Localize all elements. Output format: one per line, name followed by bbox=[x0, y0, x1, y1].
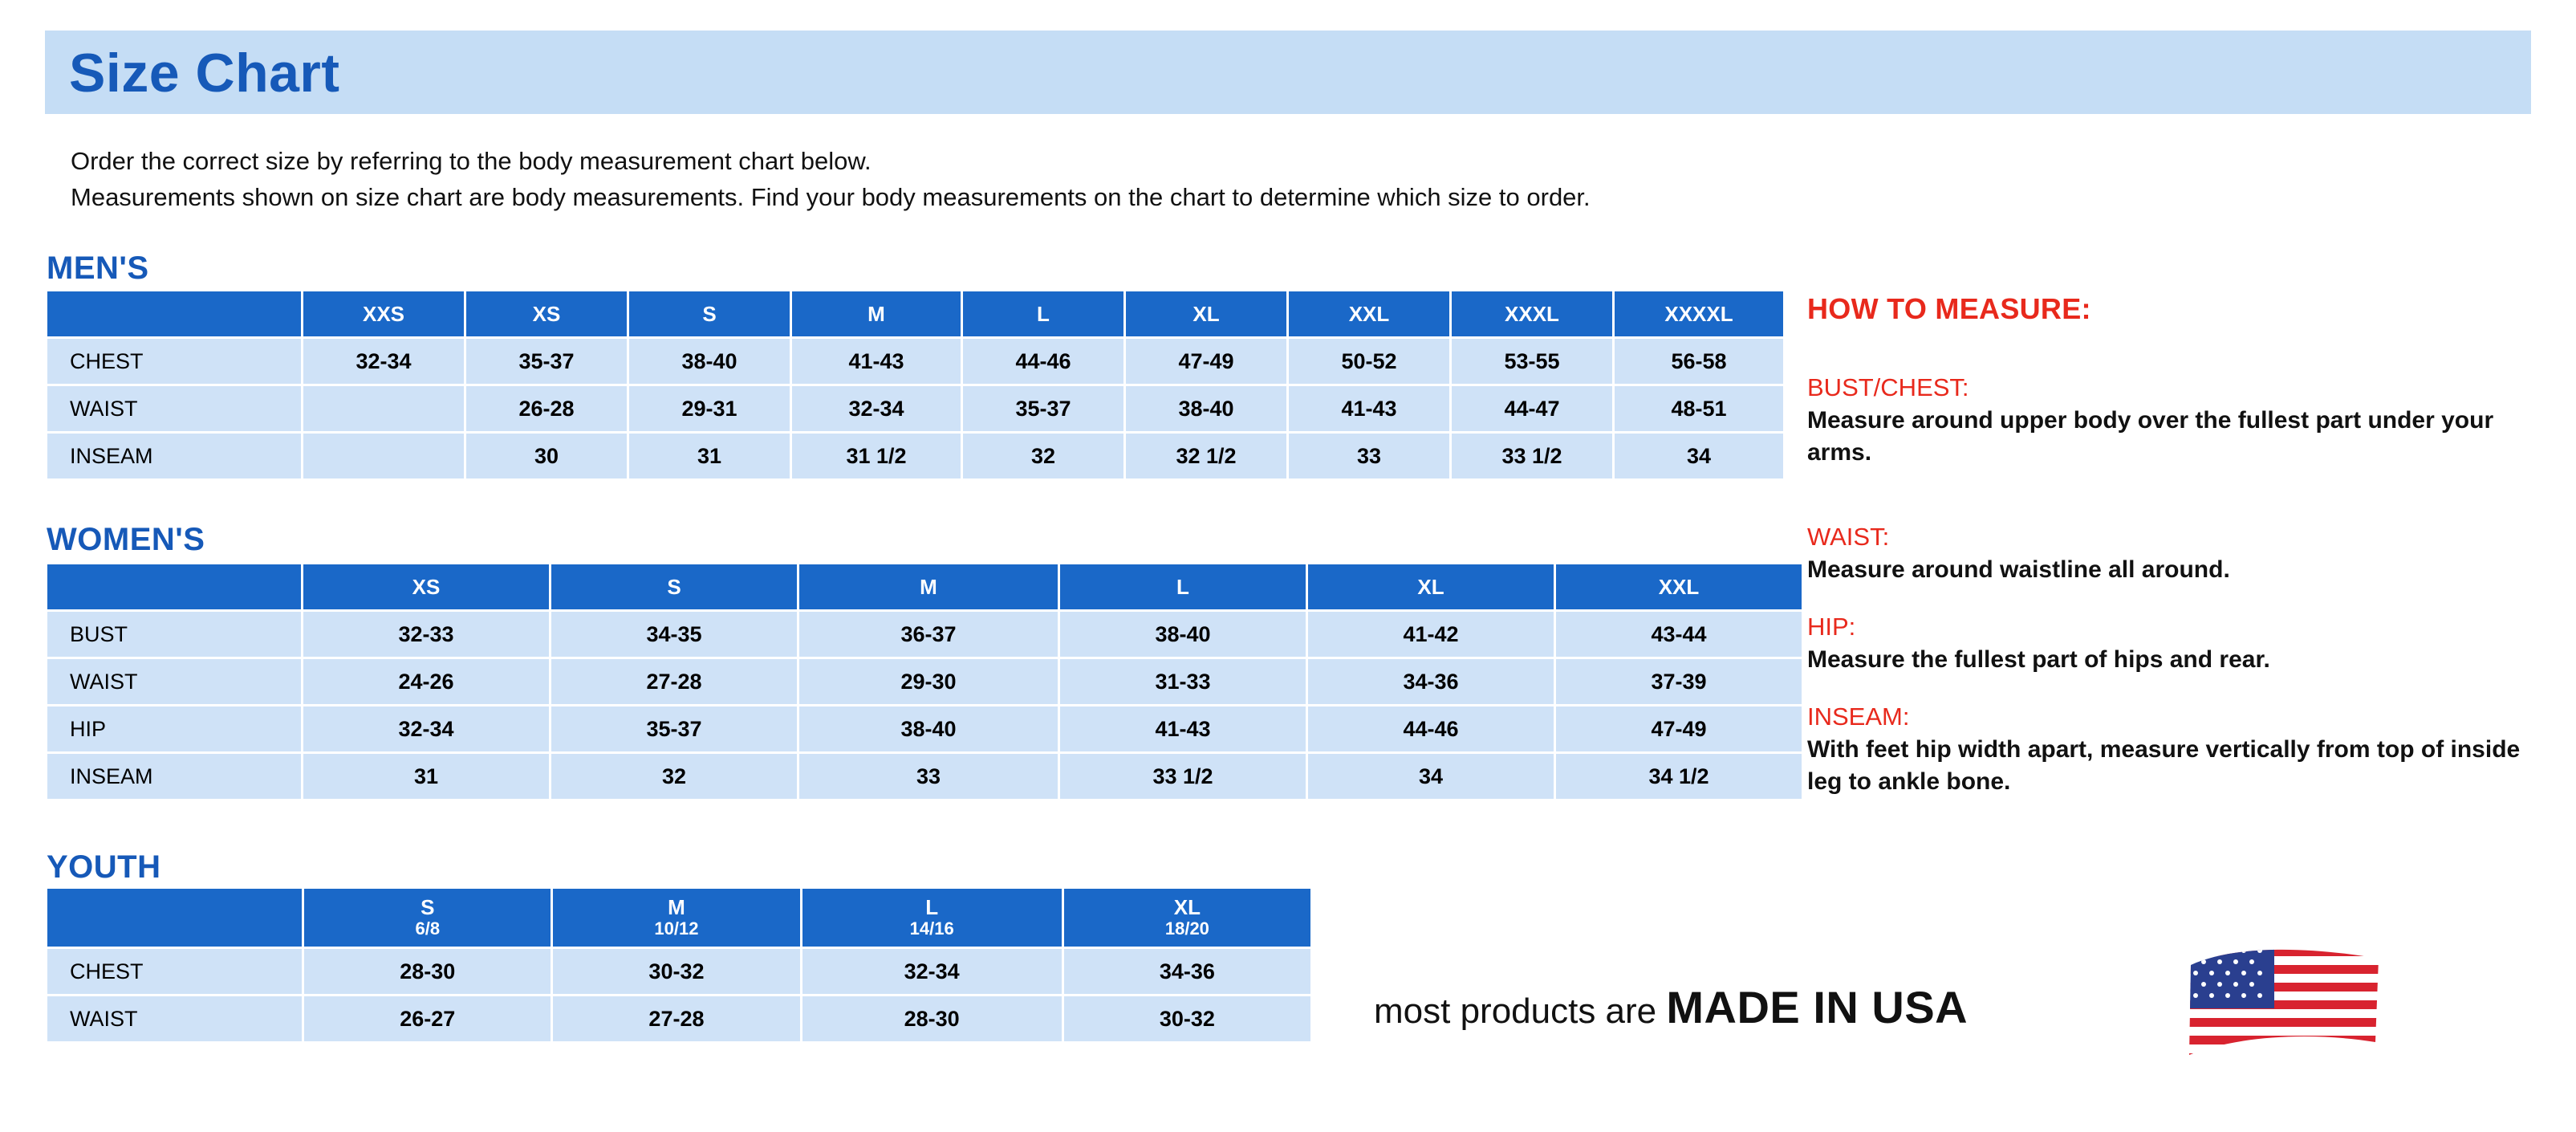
section-heading-mens: MEN'S bbox=[47, 250, 149, 286]
column-header-sub: 18/20 bbox=[1164, 918, 1209, 939]
cell-value: 30-32 bbox=[553, 949, 799, 994]
column-header-main: S bbox=[421, 895, 435, 919]
row-label: CHEST bbox=[47, 339, 301, 384]
cell-value: 34-36 bbox=[1308, 659, 1554, 704]
column-header: S bbox=[629, 291, 790, 336]
row-label: WAIST bbox=[47, 659, 301, 704]
cell-value: 31 bbox=[629, 434, 790, 478]
cell-value: 35-37 bbox=[963, 386, 1123, 431]
table-row bbox=[47, 754, 1802, 799]
cell-value: 31 1/2 bbox=[792, 434, 961, 478]
section-heading-youth: YOUTH bbox=[47, 849, 161, 885]
cell-value: 53-55 bbox=[1452, 339, 1612, 384]
column-header: XXL bbox=[1289, 291, 1449, 336]
column-header: XXS bbox=[303, 291, 464, 336]
cell-value: 32 bbox=[963, 434, 1123, 478]
measure-item-waist bbox=[1807, 520, 2529, 586]
column-header: M bbox=[799, 564, 1058, 609]
cell-value: 41-43 bbox=[792, 339, 961, 384]
cell-value: 33 1/2 bbox=[1452, 434, 1612, 478]
table-row bbox=[47, 434, 1783, 478]
cell-value bbox=[303, 386, 464, 431]
column-header: XS bbox=[466, 291, 627, 336]
cell-value: 34 bbox=[1308, 754, 1554, 799]
table-header-row bbox=[47, 291, 1783, 336]
cell-value: 26-27 bbox=[304, 996, 551, 1041]
column-header bbox=[47, 564, 301, 609]
column-header bbox=[47, 291, 301, 336]
cell-value: 33 bbox=[799, 754, 1058, 799]
cell-value: 34-35 bbox=[551, 612, 797, 657]
column-header: L bbox=[963, 291, 1123, 336]
cell-value: 28-30 bbox=[304, 949, 551, 994]
table-row bbox=[47, 339, 1783, 384]
column-header: XS bbox=[303, 564, 549, 609]
table-row bbox=[47, 386, 1783, 431]
measure-text: Measure around upper body over the fullest part under your arms. bbox=[1807, 407, 2494, 466]
cell-value: 27-28 bbox=[553, 996, 799, 1041]
cell-value: 30 bbox=[466, 434, 627, 478]
cell-value bbox=[303, 434, 464, 478]
measure-text: Measure around waistline all around. bbox=[1807, 556, 2230, 583]
cell-value: 38-40 bbox=[629, 339, 790, 384]
measure-text: With feet hip width apart, measure vertically from top of inside leg to ankle bone. bbox=[1807, 736, 2521, 795]
cell-value: 32-34 bbox=[303, 339, 464, 384]
cell-value: 48-51 bbox=[1615, 386, 1783, 431]
table-row bbox=[47, 996, 1310, 1041]
cell-value: 29-30 bbox=[799, 659, 1058, 704]
cell-value: 34 bbox=[1615, 434, 1783, 478]
cell-value: 35-37 bbox=[466, 339, 627, 384]
cell-value: 31 bbox=[303, 754, 549, 799]
cell-value: 47-49 bbox=[1556, 706, 1802, 751]
measure-text: Measure the fullest part of hips and rear. bbox=[1807, 646, 2270, 673]
cell-value: 24-26 bbox=[303, 659, 549, 704]
cell-value: 32 1/2 bbox=[1126, 434, 1286, 478]
column-header-sub: 10/12 bbox=[654, 918, 699, 939]
row-label: CHEST bbox=[47, 949, 302, 994]
cell-value: 38-40 bbox=[1126, 386, 1286, 431]
column-header: XXL bbox=[1556, 564, 1802, 609]
table-row bbox=[47, 706, 1802, 751]
cell-value: 35-37 bbox=[551, 706, 797, 751]
measure-label: INSEAM: bbox=[1807, 702, 1910, 731]
cell-value: 34 1/2 bbox=[1556, 754, 1802, 799]
cell-value: 38-40 bbox=[1060, 612, 1306, 657]
cell-value: 30-32 bbox=[1064, 996, 1310, 1041]
table-row bbox=[47, 612, 1802, 657]
cell-value: 27-28 bbox=[551, 659, 797, 704]
table-header-row bbox=[47, 889, 1310, 947]
intro-line-1: Order the correct size by referring to the body measurement chart below. bbox=[71, 147, 872, 175]
usa-flag-icon bbox=[2184, 941, 2385, 1069]
column-header bbox=[47, 889, 302, 947]
cell-value: 37-39 bbox=[1556, 659, 1802, 704]
cell-value: 38-40 bbox=[799, 706, 1058, 751]
cell-value: 33 1/2 bbox=[1060, 754, 1306, 799]
column-header-main: XL bbox=[1173, 895, 1201, 919]
column-header: XL bbox=[1126, 291, 1286, 336]
header-banner bbox=[45, 31, 2531, 114]
measure-label: HIP: bbox=[1807, 613, 1856, 641]
how-to-measure-title: HOW TO MEASURE: bbox=[1807, 292, 2091, 325]
cell-value: 32-34 bbox=[303, 706, 549, 751]
womens-size-table bbox=[45, 562, 1804, 801]
measure-item-hip bbox=[1807, 610, 2529, 676]
measure-label: BUST/CHEST: bbox=[1807, 373, 1969, 401]
table-header-row bbox=[47, 564, 1802, 609]
cell-value: 41-42 bbox=[1308, 612, 1554, 657]
cell-value: 32-34 bbox=[792, 386, 961, 431]
cell-value: 34-36 bbox=[1064, 949, 1310, 994]
intro-text bbox=[71, 143, 2526, 215]
column-header bbox=[802, 889, 1062, 947]
cell-value: 33 bbox=[1289, 434, 1449, 478]
measure-item-inseam bbox=[1807, 700, 2529, 798]
cell-value: 28-30 bbox=[802, 996, 1062, 1041]
column-header: M bbox=[792, 291, 961, 336]
cell-value: 43-44 bbox=[1556, 612, 1802, 657]
column-header-main: M bbox=[668, 895, 685, 919]
column-header: XXXL bbox=[1452, 291, 1612, 336]
column-header: S bbox=[551, 564, 797, 609]
row-label: WAIST bbox=[47, 996, 302, 1041]
intro-line-2: Measurements shown on size chart are body measurements. Find your body measurements on the chart to determine which size to order. bbox=[71, 183, 1591, 211]
cell-value: 26-28 bbox=[466, 386, 627, 431]
column-header bbox=[553, 889, 799, 947]
cell-value: 50-52 bbox=[1289, 339, 1449, 384]
cell-value: 36-37 bbox=[799, 612, 1058, 657]
row-label: HIP bbox=[47, 706, 301, 751]
cell-value: 56-58 bbox=[1615, 339, 1783, 384]
measure-label: WAIST: bbox=[1807, 523, 1890, 551]
mens-size-table bbox=[45, 289, 1786, 481]
cell-value: 47-49 bbox=[1126, 339, 1286, 384]
row-label: INSEAM bbox=[47, 434, 301, 478]
column-header: XXXXL bbox=[1615, 291, 1783, 336]
cell-value: 41-43 bbox=[1289, 386, 1449, 431]
cell-value: 32-33 bbox=[303, 612, 549, 657]
column-header-sub: 14/16 bbox=[909, 918, 954, 939]
table-row bbox=[47, 949, 1310, 994]
made-in-usa-emphasis: MADE IN USA bbox=[1666, 982, 1969, 1032]
made-in-usa-prefix: most products are bbox=[1374, 992, 1667, 1031]
column-header bbox=[1064, 889, 1310, 947]
cell-value: 32 bbox=[551, 754, 797, 799]
column-header bbox=[304, 889, 551, 947]
cell-value: 31-33 bbox=[1060, 659, 1306, 704]
cell-value: 44-46 bbox=[963, 339, 1123, 384]
column-header: L bbox=[1060, 564, 1306, 609]
section-heading-womens: WOMEN'S bbox=[47, 522, 205, 557]
column-header-sub: 6/8 bbox=[415, 918, 441, 939]
made-in-usa-line bbox=[1374, 981, 1968, 1033]
measure-item-bust-chest bbox=[1807, 371, 2529, 469]
cell-value: 44-46 bbox=[1308, 706, 1554, 751]
cell-value: 44-47 bbox=[1452, 386, 1612, 431]
table-row bbox=[47, 659, 1802, 704]
youth-size-table bbox=[45, 886, 1313, 1044]
row-label: INSEAM bbox=[47, 754, 301, 799]
column-header: XL bbox=[1308, 564, 1554, 609]
page-title: Size Chart bbox=[69, 43, 340, 104]
cell-value: 32-34 bbox=[802, 949, 1062, 994]
row-label: BUST bbox=[47, 612, 301, 657]
row-label: WAIST bbox=[47, 386, 301, 431]
column-header-main: L bbox=[925, 895, 939, 919]
cell-value: 29-31 bbox=[629, 386, 790, 431]
cell-value: 41-43 bbox=[1060, 706, 1306, 751]
